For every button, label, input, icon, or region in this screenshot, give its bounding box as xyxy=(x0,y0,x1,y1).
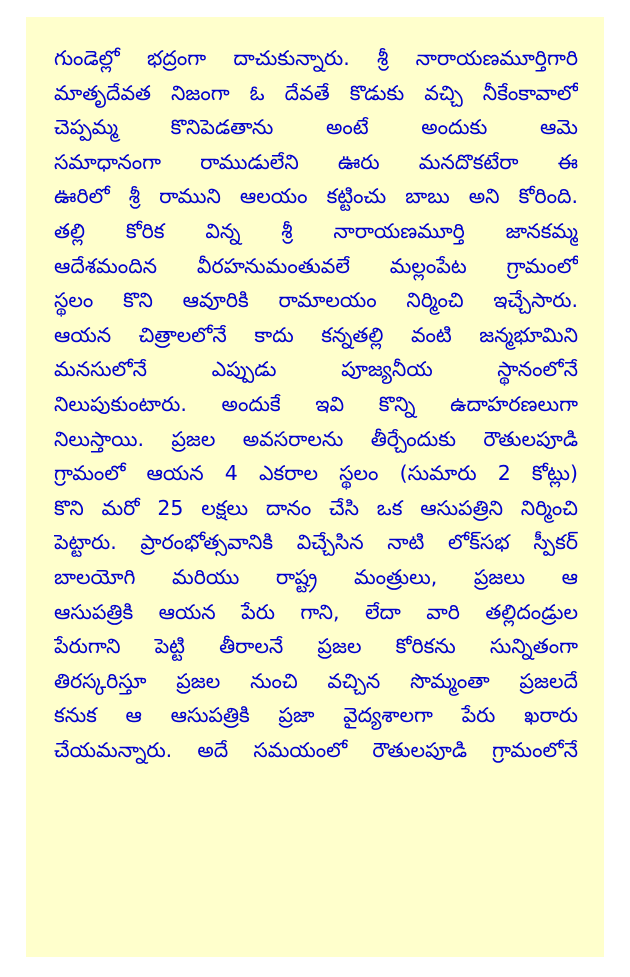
document-page xyxy=(26,17,604,957)
paragraph xyxy=(54,41,578,767)
text-line-20: కనుక ఆ ఆసుపత్రికి ప్రజా వైద్యశాలగా పేరు ఖరారు xyxy=(54,703,578,728)
text-line-15: పెట్టారు. ప్రారంభోత్సవానికి విచ్చేసిన నాటి లోక్‌సభ స్పీకర్ xyxy=(54,530,578,555)
text-line-7: ఆదేశమందిన వీరహనుమంతువలే మల్లంపేట గ్రామంలో xyxy=(54,253,578,278)
text-line-6: తల్లి కోరిక విన్న శ్రీ నారాయణమూర్తి జానకమ్మ xyxy=(54,218,578,243)
text-line-10: మనసులోనే ఎప్పుడు పూజ్యనీయ స్థానంలోనే xyxy=(54,357,578,382)
text-line-4: సమాధానంగా రాముడులేని ఊరు మనదొకటేరా ఈ xyxy=(54,149,578,174)
text-line-13: గ్రామంలో ఆయన 4 ఎకరాల స్థలం (సుమారు 2 కోట్లు) xyxy=(54,461,578,486)
text-line-14: కొని మరో 25 లక్షలు దానం చేసి ఒక ఆసుపత్రిని నిర్మించి xyxy=(54,495,578,520)
text-line-9: ఆయన చిత్రాలలోనే కాదు కన్నతల్లి వంటి జన్మభూమిని xyxy=(54,322,578,347)
text-line-19: తిరస్కరిస్తూ ప్రజల నుంచి వచ్చిన సొమ్మంతా ప్రజలదే xyxy=(54,668,578,693)
text-line-16: బాలయోగి మరియు రాష్ట్ర మంత్రులు, ప్రజలు ఆ xyxy=(54,564,578,589)
text-line-18: పేరుగాని పెట్టి తీరాలనే ప్రజల కోరికను సున్నితంగా xyxy=(54,634,578,659)
text-line-1: గుండెల్లో భద్రంగా దాచుకున్నారు. శ్రీ నారాయణమూర్తిగారి xyxy=(54,46,578,70)
text-line-3: చెప్పమ్మ కొనిపెడతాను అంటే అందుకు ఆమె xyxy=(54,115,578,140)
text-line-2: మాతృదేవత నిజంగా ఓ దేవతే కొడుకు వచ్చి నీకేంకావాలో xyxy=(54,80,578,105)
text-line-21: చేయమన్నారు. అదే సమయంలో రౌతులపూడి గ్రామంలోనే xyxy=(54,737,578,762)
text-line-11: నిలుపుకుంటారు. అందుకే ఇవి కొన్ని ఉదాహరణలుగా xyxy=(54,391,578,416)
text-line-8: స్థలం కొని ఆవూరికి రామాలయం నిర్మించి ఇచ్చేసారు. xyxy=(54,288,578,313)
text-line-17: ఆసుపత్రికి ఆయన పేరు గాని, లేదా వారి తల్లిదండ్రుల xyxy=(54,599,578,624)
text-line-12: నిలుస్తాయి. ప్రజల అవసరాలను తీర్చేందుకు రౌతులపూడి xyxy=(54,426,578,451)
text-line-5: ఊరిలో శ్రీ రాముని ఆలయం కట్టించు బాబు అని కోరింది. xyxy=(54,184,578,209)
